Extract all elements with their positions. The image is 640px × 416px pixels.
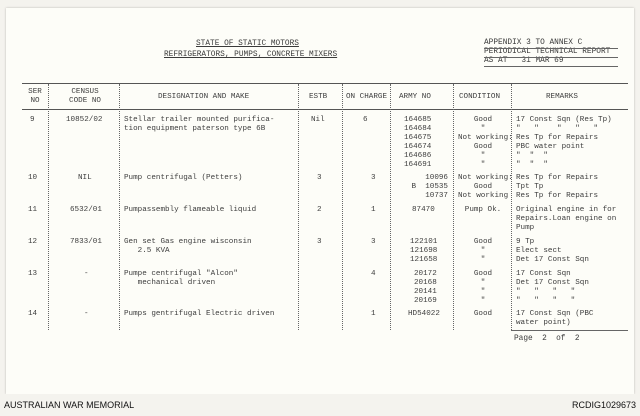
cell-ser: 14 <box>28 310 38 318</box>
cell-army: 10096 B 10535 10737 <box>411 174 448 200</box>
cell-census: - <box>84 310 89 318</box>
cell-census: 7833/01 <box>70 238 102 246</box>
col-sep <box>511 84 512 330</box>
archive-ref: RCDIG1029673 <box>571 400 636 410</box>
cell-charge: 1 <box>371 310 376 318</box>
cell-charge: 3 <box>371 238 376 246</box>
col-sep <box>453 84 454 330</box>
cell-census: - <box>84 270 89 278</box>
cell-condition: Pump Ok. <box>464 206 502 214</box>
cell-designation: Pumps gentrifugal Electric driven <box>124 310 275 318</box>
col-header-charge: ON CHARGE <box>346 93 388 101</box>
cell-army: 20172 20168 20141 20169 <box>414 270 437 305</box>
ref-line-1: APPENDIX 3 TO ANNEX C <box>484 39 583 47</box>
cell-estb: 3 <box>317 174 322 182</box>
col-header-remarks: REMARKS <box>546 93 578 101</box>
ref-underline-1 <box>484 48 618 49</box>
title-line-1: STATE OF STATIC MOTORS <box>196 40 299 48</box>
archive-footer <box>0 394 640 416</box>
cell-designation: Pumpe centrifugal "Alcon" mechanical driven <box>124 270 238 287</box>
cell-army: HD54022 <box>408 310 440 318</box>
ref-line-3: AS AT 31 MAR 69 <box>484 57 564 65</box>
remarks-bottom-rule <box>511 330 628 331</box>
cell-remarks: Original engine in for Repairs.Loan engine on Pump <box>516 206 617 232</box>
cell-condition: Good " " " <box>473 270 493 305</box>
cell-charge: 6 <box>363 116 368 124</box>
cell-census: 10852/02 <box>66 116 103 124</box>
cell-army: 122101 121698 121658 <box>410 238 438 264</box>
document-page <box>6 8 634 394</box>
cell-designation: Pumpassembly flameable liquid <box>124 206 257 214</box>
cell-condition: Good " " <box>473 238 493 264</box>
ref-line-2: PERIODICAL TECHNICAL REPORT <box>484 48 611 56</box>
cell-remarks: 17 Const Sqn (PBC water point) <box>516 310 594 327</box>
page-number: Page 2 of 2 <box>514 335 580 343</box>
cell-army: 164685 164684 164675 164674 164686 164691 <box>404 116 432 169</box>
cell-designation: Gen set Gas engine wisconsin 2.5 KVA <box>124 238 252 255</box>
cell-census: 6532/01 <box>70 206 102 214</box>
cell-condition: Good " Not working: Good " " <box>458 116 513 169</box>
cell-army: 87470 <box>412 206 435 214</box>
cell-charge: 4 <box>371 270 376 278</box>
cell-remarks: 17 Const Sqn Det 17 Const Sqn " " " " " " " " <box>516 270 589 305</box>
cell-remarks: 9 Tp Elect sect Det 17 Const Sqn <box>516 238 589 264</box>
cell-remarks: Res Tp for Repairs Tpt Tp Res Tp for Repairs <box>516 174 599 200</box>
table-header-rule <box>22 109 628 110</box>
cell-estb: Nil <box>311 116 325 124</box>
col-sep <box>298 84 299 330</box>
cell-remarks: 17 Const Sqn (Res Tp) " " " " " Res Tp for Repairs PBC water point " " " " " " <box>516 116 612 169</box>
cell-ser: 9 <box>30 116 35 124</box>
cell-ser: 13 <box>28 270 38 278</box>
col-header-census: CENSUS CODE NO <box>69 88 101 105</box>
cell-estb: 3 <box>317 238 322 246</box>
cell-designation: Stellar trailer mounted purifica- tion equipment paterson type 6B <box>124 116 275 133</box>
cell-estb: 2 <box>317 206 322 214</box>
title-line-2: REFRIGERATORS, PUMPS, CONCRETE MIXERS <box>164 51 338 59</box>
col-header-ser: SER NO <box>28 88 42 105</box>
col-header-designation: DESIGNATION AND MAKE <box>158 93 250 101</box>
table-top-rule <box>22 83 628 84</box>
cell-ser: 11 <box>28 206 38 214</box>
cell-condition: Not working: Good Not working <box>458 174 513 200</box>
cell-charge: 1 <box>371 206 376 214</box>
cell-census: NIL <box>78 174 92 182</box>
cell-designation: Pump centrifugal (Petters) <box>124 174 243 182</box>
col-sep <box>342 84 343 330</box>
col-sep <box>390 84 391 330</box>
cell-ser: 10 <box>28 174 38 182</box>
col-header-estb: ESTB <box>309 93 328 101</box>
ref-underline-3 <box>484 66 618 67</box>
col-sep <box>119 84 120 330</box>
cell-condition: Good <box>473 310 493 318</box>
col-header-army: ARMY NO <box>399 93 431 101</box>
archive-name: AUSTRALIAN WAR MEMORIAL <box>4 400 135 410</box>
cell-ser: 12 <box>28 238 38 246</box>
ref-underline-2 <box>484 57 618 58</box>
col-sep <box>48 84 49 330</box>
cell-charge: 3 <box>371 174 376 182</box>
col-header-condition: CONDITION <box>459 93 501 101</box>
